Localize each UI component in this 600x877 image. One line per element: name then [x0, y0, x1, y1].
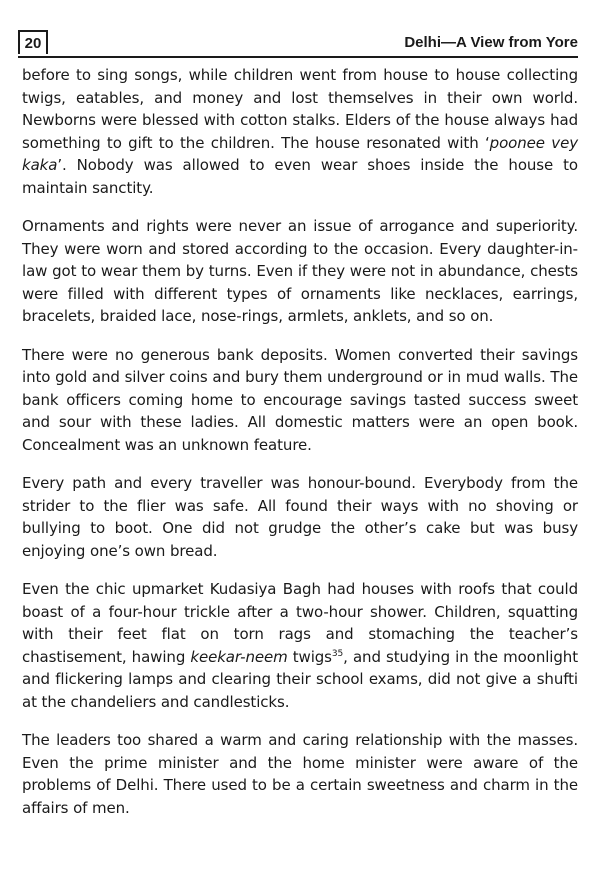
paragraph-2: Ornaments and rights were never an issue of arrogance and superiority. They were worn and stored according to the occasion. Every daughter-in-law got to wear them by turns. Even if they were not in abundance, chests were filled with different types of ornaments like necklaces, earrings, bracelets, braided lace, nose-rings, armlets, anklets, and so on. [22, 217, 578, 325]
paragraph-1-text-b: ’. Nobody was allowed to even wear shoes inside the house to maintain sanctity. [22, 156, 578, 197]
running-title: Delhi—A View from Yore [404, 34, 578, 51]
paragraph-5-text-b: twigs [287, 647, 332, 666]
paragraph-1-italic-phrase: poonee vey kaka [22, 133, 578, 174]
paragraph-5-text-a: Even the chic upmarket Kudasiya Bagh had houses with roofs that could boast of a four-hour trickle after a two-hour shower. Children, squatting with their feet flat on torn rags and stomaching the teacher’s chastisement, hawing [22, 580, 578, 666]
paragraph-3: There were no generous bank deposits. Women converted their savings into gold and silver coins and bury them underground or in mud walls. The bank officers coming home to encourage savings tasted success sweet and sour with these ladies. All domestic matters were an open book. Concealment was an unknown feature. [22, 345, 578, 454]
page-header [18, 30, 578, 58]
paragraph-1 [22, 64, 578, 199]
paragraph-5-italic-phrase: keekar-neem [190, 647, 288, 666]
paragraph-6: The leaders too shared a warm and caring relationship with the masses. Even the prime minister and the home minister were aware of the problems of Delhi. There used to be a certain sweetness and charm in the affairs of men. [22, 731, 578, 817]
page-number: 20 [18, 30, 48, 54]
paragraph-4: Every path and every traveller was honour-bound. Everybody from the strider to the flier was safe. All found their ways with no shoving or bullying to boot. One did not grudge the other’s cake but was busy enjoying one’s own bread. [22, 474, 578, 560]
paragraph-5-text-c: , and studying in the moonlight and flickering lamps and clearing their school exams, did not give a shufti at the chandeliers and candlesticks. [22, 647, 578, 711]
paragraph-1-text-a: before to sing songs, while children went from house to house collecting twigs, eatables, and money and lost themselves in their own world. Newborns were blessed with cotton stalks. Elders of the house always had something to gift to the children. The house resonated with ‘ [22, 66, 578, 152]
footnote-reference: 35 [331, 648, 344, 659]
paragraph-5 [22, 578, 578, 713]
body-text [22, 64, 578, 835]
